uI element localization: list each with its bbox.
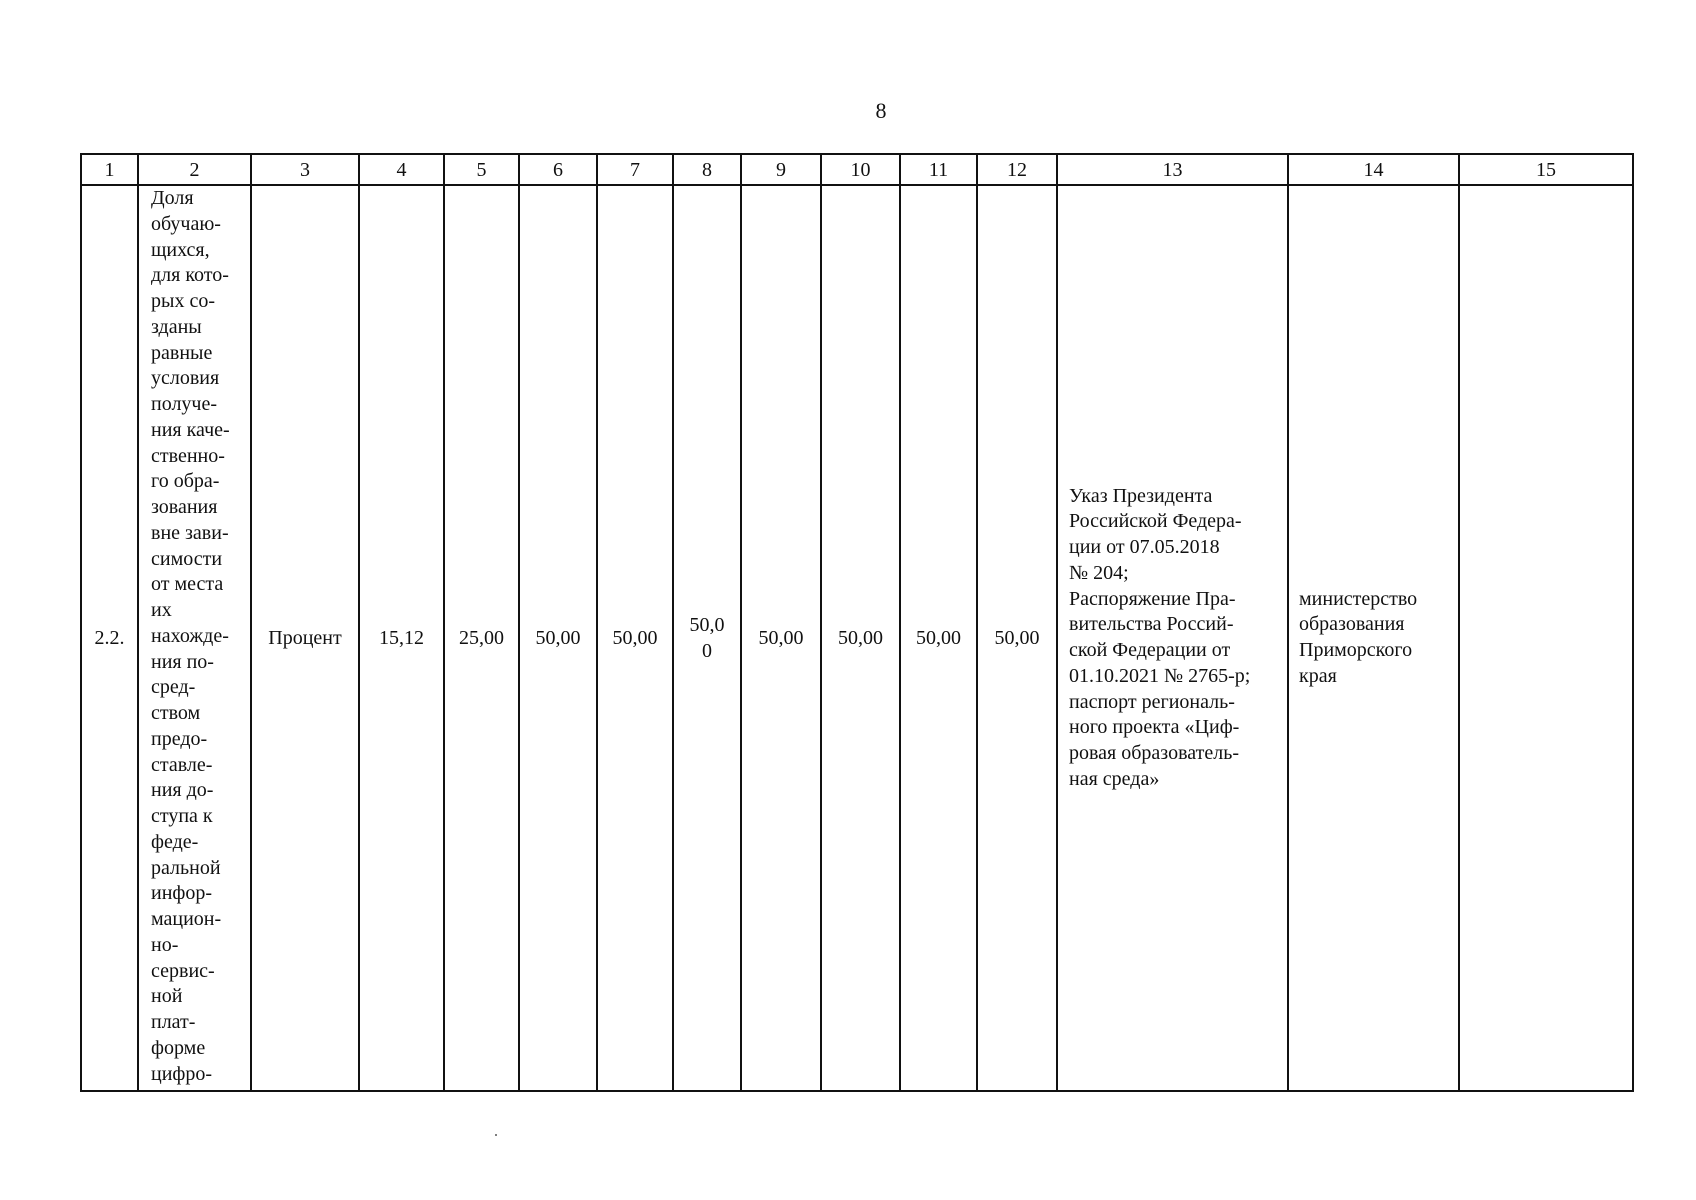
col-header-13: 13 xyxy=(1057,154,1288,185)
row-number: 2.2. xyxy=(81,185,138,1091)
value-col-4: 15,12 xyxy=(359,185,444,1091)
table-row xyxy=(81,185,1633,1091)
indicator-name: Доля обучаю- щихся, для кото- рых со- зданы равные условия получе- ния каче- ственно- го обра- зования вне зави- симости от места их нахожде- ния по- сред- ством предо- ставле- ния до- ступа к феде- ральной инфор- мацион- но- сервис- ной плат- форме цифро- xyxy=(138,185,251,1091)
col-header-11: 11 xyxy=(900,154,977,185)
unit-of-measure: Процент xyxy=(251,185,359,1091)
page-number: 8 xyxy=(875,98,887,123)
indicator-table xyxy=(80,153,1634,1092)
col-header-6: 6 xyxy=(519,154,597,185)
col-header-7: 7 xyxy=(597,154,673,185)
legal-basis: Указ Президента Российской Федера- ции от 07.05.2018 № 204; Распоряжение Пра- вительства Россий- ской Федерации от 01.10.2021 № 2765-р; паспорт региональ- ного проекта «Циф- ровая образователь- ная среда» xyxy=(1057,185,1288,1091)
scan-speck xyxy=(495,1134,497,1136)
col-header-10: 10 xyxy=(821,154,900,185)
value-col-8: 50,0 0 xyxy=(673,185,741,1091)
value-col-15 xyxy=(1459,185,1633,1091)
value-col-7: 50,00 xyxy=(597,185,673,1091)
col-header-2: 2 xyxy=(138,154,251,185)
col-header-9: 9 xyxy=(741,154,821,185)
value-col-11: 50,00 xyxy=(900,185,977,1091)
col-header-1: 1 xyxy=(81,154,138,185)
col-header-15: 15 xyxy=(1459,154,1633,185)
col-header-12: 12 xyxy=(977,154,1057,185)
value-col-6: 50,00 xyxy=(519,185,597,1091)
value-col-10: 50,00 xyxy=(821,185,900,1091)
col-header-8: 8 xyxy=(673,154,741,185)
col-header-3: 3 xyxy=(251,154,359,185)
col-header-14: 14 xyxy=(1288,154,1459,185)
value-col-5: 25,00 xyxy=(444,185,519,1091)
col-header-4: 4 xyxy=(359,154,444,185)
value-col-12: 50,00 xyxy=(977,185,1057,1091)
column-number-row xyxy=(81,154,1633,185)
value-col-9: 50,00 xyxy=(741,185,821,1091)
responsible-body: министерство образования Приморского края xyxy=(1288,185,1459,1091)
col-header-5: 5 xyxy=(444,154,519,185)
